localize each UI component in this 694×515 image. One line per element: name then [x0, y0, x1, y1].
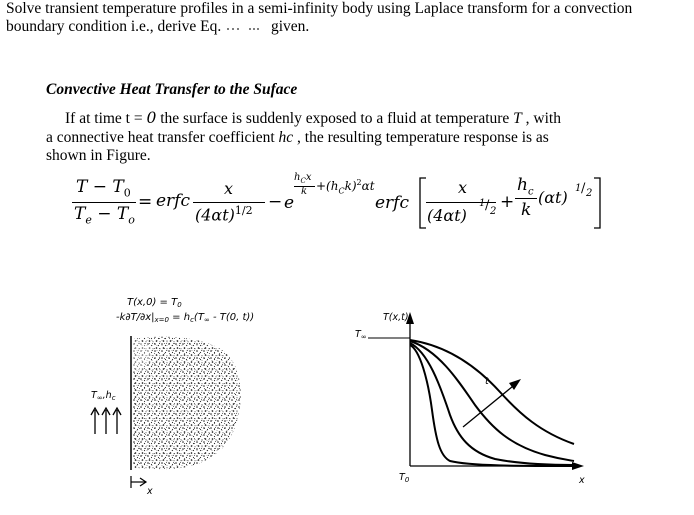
equals-sign: = — [138, 192, 153, 212]
right-x-label: x — [579, 475, 585, 486]
left-panel — [91, 297, 254, 497]
time-label: t — [485, 376, 489, 387]
plus-sign: + — [500, 192, 515, 212]
erfc-2: erfc — [375, 193, 409, 213]
left-x-label: x — [147, 486, 153, 497]
minus-sign: − — [268, 192, 283, 212]
frac2-exp-num: 1 — [479, 198, 486, 209]
frac3-denominator: k — [521, 200, 532, 220]
section-heading: Convective Heat Transfer to the Suface — [46, 81, 298, 98]
body-paragraph: If at time t = 0 the surface is suddenly exposed to a fluid at temperature T , with a connective heat transfer coefficient hc , the resulting temperature response is as shown in Figure. — [46, 109, 561, 164]
lhs-denominator: $T_e - T_o$ — [74, 204, 135, 227]
boundary-condition-label: $-k\partial T/\partial x|_{x=0} = h_c(T_\infty - T(0$, t)) — [116, 312, 255, 324]
frac2-exp-den: 2 — [490, 206, 497, 217]
right-panel — [355, 312, 585, 486]
frac2-numerator: x — [458, 178, 468, 197]
frac3-numerator: $h_c$ — [517, 175, 534, 198]
profile-curve-3 — [410, 341, 574, 461]
tail-exp-slash: / — [581, 181, 586, 196]
x-direction-arrow — [131, 476, 146, 488]
t0-label: $T_0$ — [399, 472, 410, 484]
frac1-numerator: x — [224, 179, 234, 198]
erfc-1: erfc — [156, 191, 190, 211]
tail-term: (αt) — [538, 188, 568, 207]
fluid-flow-arrows — [91, 408, 121, 434]
frac2-exp-slash: / — [485, 198, 490, 213]
frac2-denominator: (4αt) — [427, 206, 467, 225]
tail-exp-num: 1 — [575, 183, 582, 194]
initial-condition-label: $T(x,0) = T_0$ — [127, 297, 182, 309]
exponent-a-numerator: $h_Cx$ — [294, 172, 312, 185]
exponential-e: e — [284, 193, 295, 213]
y-axis-label: T(x,t) — [383, 312, 409, 323]
tail-exp-den: 2 — [586, 188, 593, 199]
frac1-denominator: $(4\alpha t)^{1/2}$ — [195, 204, 253, 225]
profile-curve-1 — [410, 345, 574, 466]
exponent-a-denominator: k — [301, 186, 308, 197]
lhs-numerator: $T - T_0$ — [76, 177, 131, 200]
t-infinity-label: $T_\infty$ — [355, 329, 367, 341]
question-text: Solve transient temperature profiles in a semi-infinity body using Laplace transform for a convection boundary condition i.e., derive Eq. given. — [6, 0, 633, 35]
time-arrow — [463, 382, 518, 427]
fluid-conditions-label: $T_\infty,h_c$ — [91, 390, 116, 402]
exponent-b: $+(h_Ck)^2\alpha t$ — [316, 178, 375, 196]
